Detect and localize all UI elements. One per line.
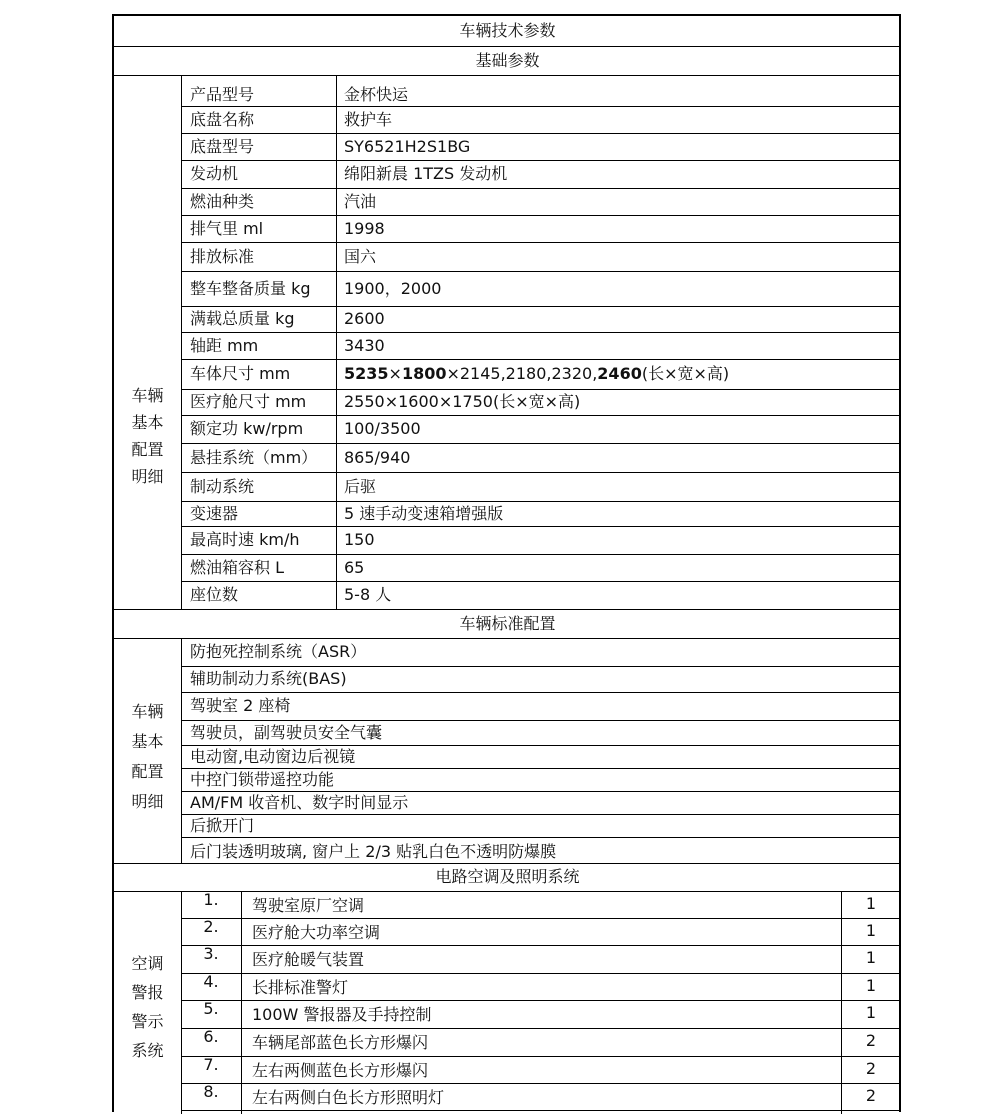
item-quantity: 2 (865, 1031, 877, 1050)
row-divider (181, 472, 901, 473)
item-name: 左右两侧蓝色长方形爆闪 (252, 1061, 429, 1080)
param-value: 865/940 (344, 448, 411, 467)
group-column-divider (181, 638, 182, 863)
standard-item: 后门装透明玻璃, 窗户上 2/3 贴乳白色不透明防爆膜 (190, 842, 557, 861)
param-name: 整车整备质量 kg (190, 279, 311, 298)
param-name: 排气里 ml (190, 219, 264, 238)
row-divider (181, 945, 901, 946)
param-name: 排放标准 (190, 247, 255, 266)
standard-item: 防抱死控制系统（ASR） (190, 642, 367, 661)
group-label-basic: 车辆 (131, 386, 164, 405)
item-number: 3. (203, 944, 219, 963)
param-name: 悬挂系统（mm） (190, 448, 318, 467)
row-divider (181, 1056, 901, 1057)
group-label-standard: 基本 (131, 732, 164, 751)
item-name: 医疗舱大功率空调 (252, 923, 381, 942)
number-column-divider (241, 891, 242, 1114)
row-divider (114, 863, 901, 864)
row-divider (181, 526, 901, 527)
param-value: 绵阳新晨 1TZS 发动机 (344, 164, 508, 183)
row-divider (181, 581, 901, 582)
standard-item: 后掀开门 (190, 816, 255, 835)
row-divider (181, 1000, 901, 1001)
group-label-basic: 基本 (131, 413, 164, 432)
item-quantity: 2 (865, 1086, 877, 1105)
row-divider (181, 271, 901, 272)
param-name: 制动系统 (190, 477, 255, 496)
row-divider (181, 837, 901, 838)
page-title: 车辆技术参数 (459, 21, 556, 40)
row-divider (181, 242, 901, 243)
row-divider (181, 791, 901, 792)
section-header-electrical: 电路空调及照明系统 (435, 867, 580, 886)
param-value: 1900，2000 (344, 279, 442, 298)
param-value: 1998 (344, 219, 385, 238)
group-label-electrical: 警示 (131, 1012, 164, 1031)
param-name: 座位数 (190, 585, 239, 604)
item-name: 驾驶室原厂空调 (252, 896, 365, 915)
item-number: 1. (203, 890, 219, 909)
row-divider (181, 306, 901, 307)
param-value: 后驱 (344, 477, 377, 496)
param-name: 医疗舱尺寸 mm (190, 392, 307, 411)
param-value: 2600 (344, 309, 385, 328)
standard-item: 辅助制动力系统(BAS) (190, 669, 347, 688)
param-name: 车体尺寸 mm (190, 364, 291, 383)
param-value: 3430 (344, 336, 385, 355)
item-quantity: 1 (865, 1003, 877, 1022)
item-quantity: 1 (865, 894, 877, 913)
row-divider (181, 389, 901, 390)
row-divider (181, 332, 901, 333)
row-divider (114, 46, 901, 47)
item-quantity: 2 (865, 1059, 877, 1078)
item-number: 5. (203, 999, 219, 1018)
row-divider (181, 133, 901, 134)
row-divider (114, 609, 901, 610)
param-name: 轴距 mm (190, 336, 259, 355)
param-value: SY6521H2S1BG (344, 137, 471, 156)
row-divider (181, 918, 901, 919)
row-divider (181, 443, 901, 444)
row-divider (181, 720, 901, 721)
param-value: 5235×1800×2145,2180,2320,2460(长×宽×高) (344, 364, 730, 383)
section-header-standard: 车辆标准配置 (459, 614, 556, 633)
param-value: 国六 (344, 247, 377, 266)
row-divider (181, 768, 901, 769)
item-number: 2. (203, 917, 219, 936)
row-divider (181, 692, 901, 693)
row-divider (114, 638, 901, 639)
item-name: 长排标准警灯 (252, 978, 349, 997)
row-divider (181, 1110, 901, 1111)
group-label-basic: 配置 (131, 440, 164, 459)
item-quantity: 1 (865, 976, 877, 995)
standard-item: AM/FM 收音机、数字时间显示 (190, 793, 409, 812)
row-divider (114, 75, 901, 76)
spec-table (112, 14, 901, 1112)
item-number: 4. (203, 972, 219, 991)
standard-item: 中控门锁带遥控功能 (190, 770, 335, 789)
item-number: 8. (203, 1082, 219, 1101)
row-divider (181, 1028, 901, 1029)
item-quantity: 1 (865, 921, 877, 940)
row-divider (181, 415, 901, 416)
row-divider (181, 160, 901, 161)
param-value: 救护车 (344, 110, 393, 129)
row-divider (181, 973, 901, 974)
item-quantity: 1 (865, 948, 877, 967)
group-label-electrical: 警报 (131, 983, 164, 1002)
item-number: 7. (203, 1055, 219, 1074)
group-label-standard: 车辆 (131, 702, 164, 721)
param-value: 汽油 (344, 192, 377, 211)
param-value: 5 速手动变速箱增强版 (344, 504, 504, 523)
standard-item: 驾驶员，副驾驶员安全气囊 (190, 723, 383, 742)
row-divider (181, 215, 901, 216)
item-name: 车辆尾部蓝色长方形爆闪 (252, 1033, 429, 1052)
param-value: 5-8 人 (344, 585, 392, 604)
row-divider (181, 106, 901, 107)
row-divider (181, 188, 901, 189)
value-column-divider (336, 75, 337, 609)
row-divider (181, 359, 901, 360)
param-value: 150 (344, 530, 375, 549)
row-divider (181, 1083, 901, 1084)
row-divider (181, 501, 901, 502)
param-name: 满载总质量 kg (190, 309, 295, 328)
group-label-electrical: 系统 (131, 1041, 164, 1060)
param-name: 燃油箱容积 L (190, 558, 285, 577)
section-header-basic: 基础参数 (475, 51, 540, 70)
group-label-standard: 明细 (131, 792, 164, 811)
item-name: 100W 警报器及手持控制 (252, 1005, 432, 1024)
standard-item: 电动窗,电动窗边后视镜 (190, 747, 356, 766)
item-name: 左右两侧白色长方形照明灯 (252, 1088, 445, 1107)
param-name: 发动机 (190, 164, 239, 183)
item-number: 6. (203, 1027, 219, 1046)
group-label-electrical: 空调 (131, 954, 164, 973)
param-value: 65 (344, 558, 365, 577)
param-name: 额定功 kw/rpm (190, 419, 304, 438)
param-name: 底盘型号 (190, 137, 255, 156)
row-divider (181, 814, 901, 815)
row-divider (181, 554, 901, 555)
standard-item: 驾驶室 2 座椅 (190, 696, 291, 715)
param-name: 最高时速 km/h (190, 530, 300, 549)
param-name: 燃油种类 (190, 192, 255, 211)
param-name: 产品型号 (190, 85, 255, 104)
param-name: 变速器 (190, 504, 239, 523)
param-value: 金杯快运 (344, 85, 409, 104)
param-value: 2550×1600×1750(长×宽×高) (344, 392, 581, 411)
row-divider (181, 666, 901, 667)
item-name: 医疗舱暖气装置 (252, 950, 365, 969)
param-name: 底盘名称 (190, 110, 255, 129)
group-column-divider (181, 75, 182, 609)
row-divider (181, 745, 901, 746)
param-value: 100/3500 (344, 419, 421, 438)
group-label-basic: 明细 (131, 467, 164, 486)
group-label-standard: 配置 (131, 762, 164, 781)
